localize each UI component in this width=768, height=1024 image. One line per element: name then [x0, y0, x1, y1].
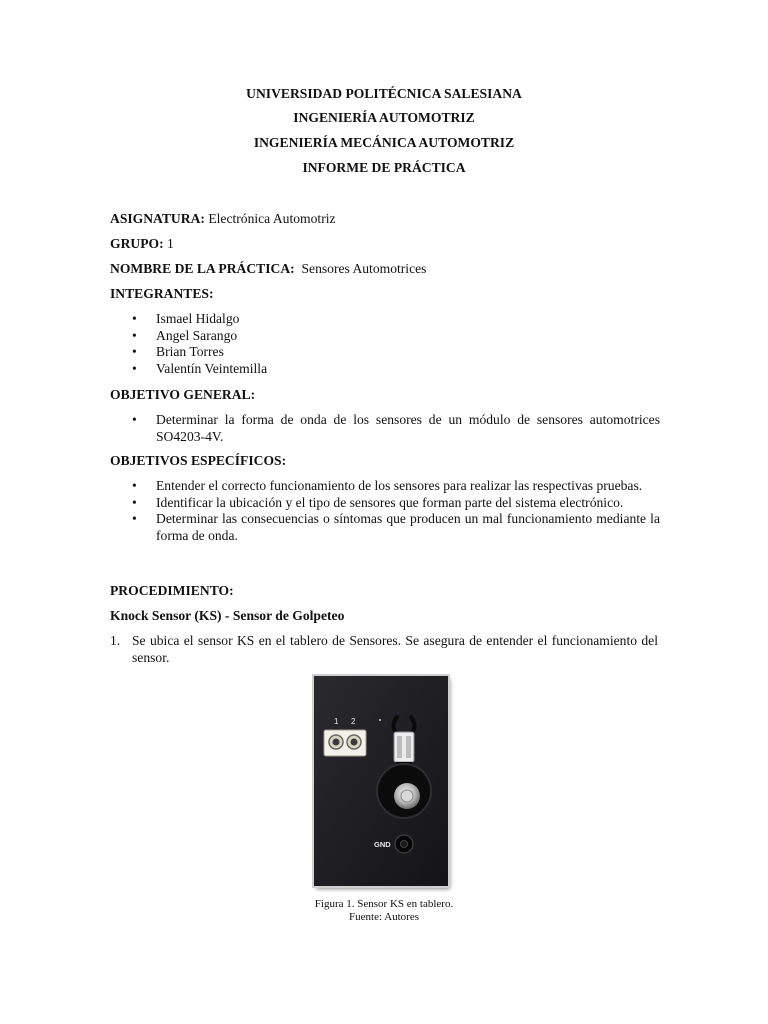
report-title: INFORME DE PRÁCTICA: [302, 160, 466, 175]
group-value: 1: [167, 236, 174, 251]
specific-objectives-heading: OBJETIVOS ESPECÍFICOS:: [110, 453, 287, 468]
gnd-label: GND: [374, 840, 391, 849]
pin-label-1: 1: [334, 717, 339, 726]
group-label: GRUPO:: [110, 236, 164, 251]
practice-value: Sensores Automotrices: [301, 261, 427, 276]
list-item: • Entender el correcto funcionamiento de los sensores para realizar las respectivas pruebas.: [110, 478, 660, 495]
members-heading: INTEGRANTES:: [110, 286, 214, 301]
list-item: • Identificar la ubicación y el tipo de sensores que forman parte del sistema electrónico.: [110, 495, 660, 512]
subject-label: ASIGNATURA:: [110, 211, 205, 226]
pin-label-2: 2: [351, 717, 356, 726]
step-number: 1.: [110, 633, 121, 648]
procedure-step: [110, 633, 658, 666]
practice-label: NOMBRE DE LA PRÁCTICA:: [110, 261, 295, 276]
procedure-heading: PROCEDIMIENTO:: [110, 583, 234, 598]
practice-field: [110, 261, 660, 278]
sensor-panel-photo: [314, 676, 448, 886]
group-field: [110, 236, 660, 253]
list-item: • Angel Sarango: [110, 328, 660, 345]
university-title: UNIVERSIDAD POLITÉCNICA SALESIANA: [246, 86, 522, 101]
step-text: Se ubica el sensor KS en el tablero de Sensores. Se asegura de entender el funcionamiento del sensor.: [132, 633, 658, 665]
list-item: • Brian Torres: [110, 344, 660, 361]
members-list: [110, 311, 660, 377]
procedure-subheading: Knock Sensor (KS) - Sensor de Golpeteo: [110, 608, 345, 623]
subject-value: Electrónica Automotriz: [208, 211, 336, 226]
subject-field: [110, 211, 660, 228]
list-item: • Determinar la forma de onda de los sensores de un módulo de sensores automotrices SO4203-4V.: [110, 412, 660, 445]
general-objective-list: [110, 412, 660, 445]
list-item: • Valentín Veintemilla: [110, 361, 660, 378]
figure-source: Fuente: Autores: [349, 911, 419, 923]
figure-caption: Figura 1. Sensor KS en tablero.: [314, 898, 454, 910]
specific-objectives-list: [110, 478, 660, 544]
list-item: • Determinar las consecuencias o síntomas que producen un mal funcionamiento mediante la forma de onda.: [110, 511, 660, 544]
knock-sensor-illustration: [314, 676, 448, 886]
list-item: • Ismael Hidalgo: [110, 311, 660, 328]
career-title: INGENIERÍA MECÁNICA AUTOMOTRIZ: [253, 135, 515, 150]
general-objective-heading: OBJETIVO GENERAL:: [110, 387, 256, 402]
faculty-title: INGENIERÍA AUTOMOTRIZ: [293, 110, 475, 125]
